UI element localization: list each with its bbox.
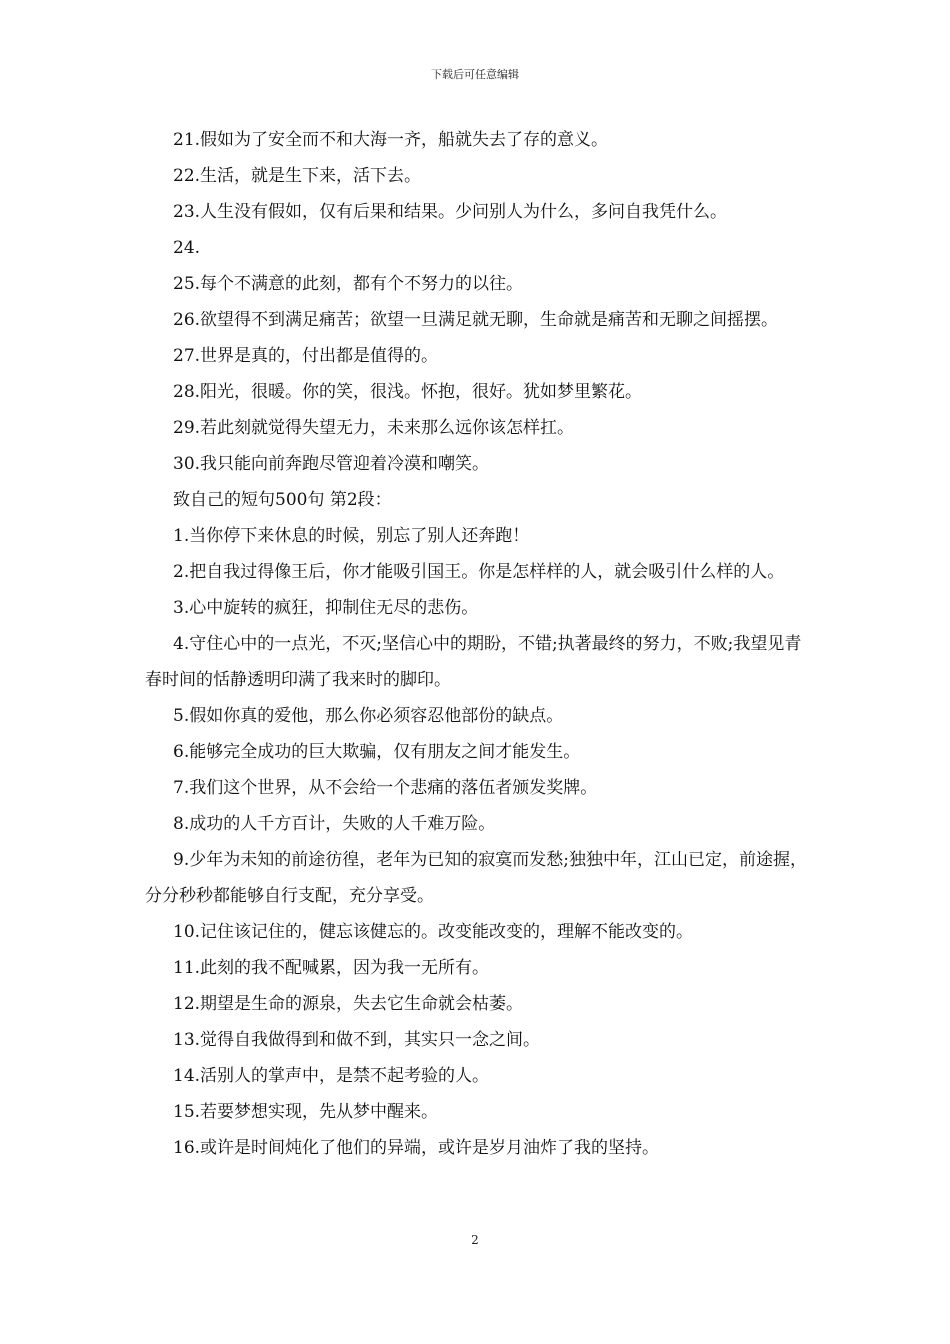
paragraph: 9.少年为未知的前途彷徨，老年为已知的寂寞而发愁;独独中年，江山已定，前途握，分分秒秒都能够自行支配，充分享受。 — [145, 850, 807, 906]
paragraph: 21.假如为了安全而不和大海一齐，船就失去了存的意义。 — [173, 130, 609, 150]
paragraph: 6.能够完全成功的巨大欺骗，仅有朋友之间才能发生。 — [173, 742, 581, 762]
paragraph: 11.此刻的我不配喊累，因为我一无所有。 — [173, 958, 490, 978]
paragraph: 15.若要梦想实现，先从梦中醒来。 — [173, 1102, 439, 1122]
paragraph: 7.我们这个世界，从不会给一个悲痛的落伍者颁发奖牌。 — [173, 778, 598, 798]
paragraph: 24. — [173, 238, 201, 258]
paragraph: 4.守住心中的一点光，不灭;坚信心中的期盼，不错;执著最终的努力，不败;我望见青春时间的恬静透明印满了我来时的脚印。 — [145, 634, 802, 690]
paragraph: 5.假如你真的爱他，那么你必须容忍他部份的缺点。 — [173, 706, 564, 726]
paragraph: 13.觉得自我做得到和做不到，其实只一念之间。 — [173, 1030, 541, 1050]
paragraph: 25.每个不满意的此刻，都有个不努力的以往。 — [173, 274, 524, 294]
page-number: 2 — [471, 1233, 479, 1247]
paragraph: 28.阳光，很暖。你的笑，很浅。怀抱，很好。犹如梦里繁花。 — [173, 382, 643, 402]
paragraph: 14.活别人的掌声中，是禁不起考验的人。 — [173, 1066, 490, 1086]
paragraph: 23.人生没有假如，仅有后果和结果。少问别人为什么，多问自我凭什么。 — [173, 202, 728, 222]
paragraph: 3.心中旋转的疯狂，抑制住无尽的悲伤。 — [173, 598, 479, 618]
paragraph: 10.记住该记住的，健忘该健忘的。改变能改变的，理解不能改变的。 — [173, 922, 694, 942]
paragraph: 16.或许是时间炖化了他们的异端，或许是岁月油炸了我的坚持。 — [173, 1138, 660, 1158]
paragraph: 12.期望是生命的源泉，失去它生命就会枯萎。 — [173, 994, 524, 1014]
paragraph: 30.我只能向前奔跑尽管迎着冷漠和嘲笑。 — [173, 454, 490, 474]
paragraph: 2.把自我过得像王后，你才能吸引国王。你是怎样样的人，就会吸引什么样的人。 — [173, 562, 785, 582]
paragraph: 26.欲望得不到满足痛苦；欲望一旦满足就无聊，生命就是痛苦和无聊之间摇摆。 — [173, 310, 779, 330]
section-heading: 致自己的短句500句 第2段： — [173, 490, 392, 510]
paragraph: 27.世界是真的，付出都是值得的。 — [173, 346, 439, 366]
paragraph: 1.当你停下来休息的时候，别忘了别人还奔跑！ — [173, 526, 530, 546]
page-header: 下载后可任意编辑 — [431, 68, 519, 81]
paragraph: 22.生活，就是生下来，活下去。 — [173, 166, 422, 186]
document-body — [145, 122, 809, 1166]
paragraph: 29.若此刻就觉得失望无力，未来那么远你该怎样扛。 — [173, 418, 575, 438]
paragraph: 8.成功的人千方百计，失败的人千难万险。 — [173, 814, 496, 834]
